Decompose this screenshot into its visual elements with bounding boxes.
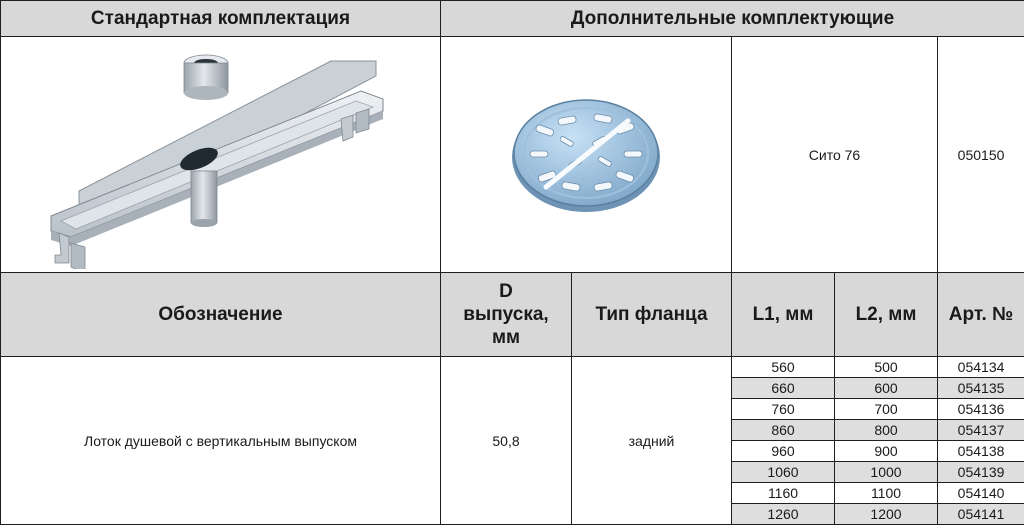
l2-cell: 1000 <box>835 462 938 483</box>
l2-cell: 800 <box>835 420 938 441</box>
d-header-line1: D <box>499 281 513 302</box>
article-cell: 054140 <box>938 483 1024 504</box>
article-cell: 054135 <box>938 378 1024 399</box>
article-cell: 054136 <box>938 399 1024 420</box>
l2-cell: 1100 <box>835 483 938 504</box>
strainer-image-cell <box>441 37 732 273</box>
accessory-article: 050150 <box>938 37 1024 273</box>
l1-cell: 1260 <box>732 504 835 525</box>
product-name: Лоток душевой с вертикальным выпуском <box>1 357 441 525</box>
l1-header: L1, мм <box>732 273 835 357</box>
l1-cell: 1060 <box>732 462 835 483</box>
table-row <box>1 357 1024 378</box>
article-cell: 054139 <box>938 462 1024 483</box>
d-outlet-header <box>441 273 572 357</box>
l2-cell: 500 <box>835 357 938 378</box>
l2-cell: 900 <box>835 441 938 462</box>
flange-type-header: Тип фланца <box>572 273 732 357</box>
l1-cell: 960 <box>732 441 835 462</box>
d-header-line3: мм <box>491 327 521 348</box>
article-cell: 054138 <box>938 441 1024 462</box>
article-cell: 054141 <box>938 504 1024 525</box>
l1-cell: 860 <box>732 420 835 441</box>
drain-image-cell <box>1 37 441 273</box>
l1-cell: 560 <box>732 357 835 378</box>
l2-header: L2, мм <box>835 273 938 357</box>
l2-cell: 600 <box>835 378 938 399</box>
l2-cell: 700 <box>835 399 938 420</box>
linear-shower-drain-image <box>31 41 411 269</box>
l1-cell: 1160 <box>732 483 835 504</box>
standard-kit-header: Стандартная комплектация <box>1 1 441 37</box>
product-d-value: 50,8 <box>441 357 572 525</box>
strainer-image <box>506 95 666 215</box>
accessory-name: Сито 76 <box>732 37 938 273</box>
product-flange-value: задний <box>572 357 732 525</box>
article-cell: 054137 <box>938 420 1024 441</box>
article-header: Арт. № <box>938 273 1024 357</box>
l1-cell: 660 <box>732 378 835 399</box>
designation-header: Обозначение <box>1 273 441 357</box>
article-cell: 054134 <box>938 357 1024 378</box>
d-header-line2: выпуска, <box>463 304 549 325</box>
additional-parts-header: Дополнительные комплектующие <box>441 1 1024 37</box>
l2-cell: 1200 <box>835 504 938 525</box>
l1-cell: 760 <box>732 399 835 420</box>
